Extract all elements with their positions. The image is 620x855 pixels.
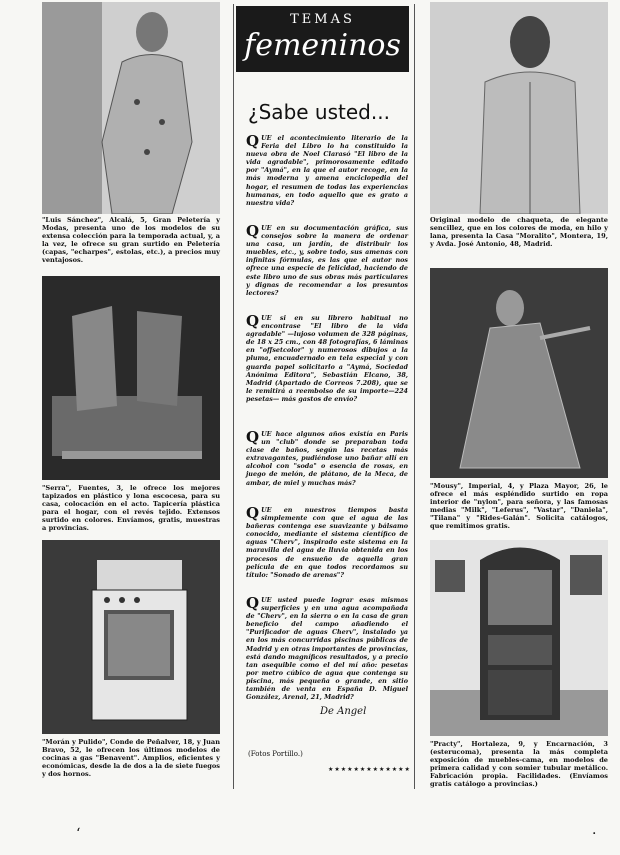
drop-letter: Q: [246, 132, 260, 150]
photo-gas-stove: [42, 540, 220, 734]
paragraph-4: [246, 430, 408, 487]
page-mark: ·: [592, 826, 597, 842]
paragraph-text: UE hace algunos años existía en Paris un "club" donde se preparaban toda clase de baños, según las recetas más extravagantes, pudiéndose uno bañar allí en alcohol con "soda" o esencia de rosas, en juego de melón, de plátano, de la Meca, de ambar, de miel y muchas más?: [246, 430, 408, 487]
caption-left-1: "Luis Sánchez", Alcalá, 5, Gran Peletería y Modas, presenta uno de los modelos de su extensa colección para la temporada actual, y, a la vez, le ofrece su gran surtido en Peletería (capas, "echarpes", estolas, etc.), a precios muy ventajosos.: [42, 216, 220, 264]
signature: De Angel: [320, 706, 367, 717]
paragraph-text: UE el acontecimiento literario de la Feria del Libro lo ha constituido la nueva obra de Noel Clarasó "El libro de la vida agradable", primorosamente editado por "Aymá", en la que el autor recoge, en la más moderna y amena enciclopedia del hogar, el resumen de todas las experiencias humanas, en todo aquello que es grato a nuestra vida?: [246, 134, 408, 207]
paragraph-text: UE usted puede lograr esas mismas superficies y en una agua acompañada de "Cherv", en la sierra o en la casa de gran beneficio del campo añadiendo el "Purificador de aguas Cherv", instalado ya en los más concurridas piscinas públicas de Madrid y en otras importantes de provincias, está dando magníficos resultados, y a precio tan asequible como el del mí año: pesetas por metro cúbico de agua que contenga su piscina, más pequeña o grande, en sitio también de venta en España D. Miguel González, Arenal, 21, Madrid?: [246, 596, 408, 702]
paragraph-text: UE si en su librero habitual no encontrase "El libro de la vida agradable" —lujoso volumen de 328 páginas, de 18 x 25 cm., con 48 fotografías, 6 láminas en "offsetcolor" y numerosos dibujos a la pluma, encuadernado en tela especial y con guarda papel solicitarlo a "Aymá, Sociedad Anónima Editora", Sebastián Elcano, 38, Madrid (Apartado de Correos 7.208), que se le remitirá a reembolso de su importe—224 pesetas— más gastos de envío?: [246, 314, 408, 403]
paragraph-6: [246, 596, 408, 701]
photo-woman-dress: [42, 2, 220, 214]
paragraph-2: [246, 224, 408, 297]
photo-woman-nylon: [430, 268, 608, 478]
drop-letter: Q: [246, 222, 260, 240]
section-heading: ¿Sabe usted...: [248, 100, 390, 124]
caption-left-3: "Morán y Pulido", Conde de Peñalver, 18, y Juan Bravo, 52, le ofrecen los últimos modelos de cocinas a gas "Benavent". Amplios, eficientes y económicas, desde la de dos a la de siete fuegos y dos hornos.: [42, 738, 220, 778]
photo-credit: (Fotos Portillo.): [248, 750, 303, 758]
drop-letter: Q: [246, 594, 260, 612]
section-banner: [236, 6, 409, 72]
paragraph-3: [246, 314, 408, 403]
drop-letter: Q: [246, 504, 260, 522]
paragraph-text: UE en nuestros tiempos basta simplemente con que el agua de las bañeras contenga ese suavizante y bálsamo conocido, mediante el sistema científico de aguas "Cherv", inspirado este sistema en la maravilla del agua de lluvia obtenida en los procesos de ensueño de aquella gran película de en que todos recordamos su título: "Sonado de arenas"?: [246, 506, 408, 579]
caption-left-2: "Serra", Fuentes, 3, le ofrece los mejores tapizados en plástico y lona escocesa, para su casa, colocación en el acto. Tapicería plástica para el hogar, con el revés tejido. Extensos surtido en colores. Envíamos, gratis, muestras a provincias.: [42, 484, 220, 532]
photo-woman-jacket: [430, 2, 608, 214]
caption-right-2: "Mousy", Imperial, 4, y Plaza Mayor, 26, le ofrece el más espléndido surtido en ropa interior de "nylon", para señora, y las famosas medias "Milk", "Leferus", "Vastar", "Daniela", "Tilana" y "Rides-Galán". Solicita catálogos, que remitimos gratis.: [430, 482, 608, 530]
banner-title-main: femeninos: [244, 28, 401, 63]
drop-letter: Q: [246, 428, 260, 446]
paragraph-5: [246, 506, 408, 579]
star-divider: ★★★★★★★★★★★★★: [328, 766, 411, 773]
drop-letter: Q: [246, 312, 260, 330]
page-mark: ‘: [76, 826, 81, 842]
banner-title-top: TEMAS: [290, 12, 355, 27]
photo-upholstered-chairs: [42, 276, 220, 480]
paragraph-1: [246, 134, 408, 207]
caption-right-3: "Practy", Hortaleza, 9, y Encarnación, 3 (esterucoma), presenta la más completa exposición de muebles-cama, en modelos de primera calidad y con somier tubular metálico. Fabricación propia. Facilidades. (Envíamos gratis catálogo a provincias.): [430, 740, 608, 788]
caption-right-1: Original modelo de chaqueta, de elegante sencillez, que en los colores de moda, en hilo y lana, presenta la Casa "Moralito", Montera, 19, y Avda. José Antonio, 48, Madrid.: [430, 216, 608, 248]
photo-furniture-bed: [430, 540, 608, 736]
paragraph-text: UE en su documentación gráfica, sus consejos sobre la manera de ordenar una casa, un jardín, de distribuir los muebles, etc., y, sobre todo, sus amenas con infinitas fórmulas, es las que el autor nos ofrece una especie de felicidad, haciendo de este libro uno de sus obras más particulares y dignas de recomendar a los presuntos lectores?: [246, 224, 408, 297]
